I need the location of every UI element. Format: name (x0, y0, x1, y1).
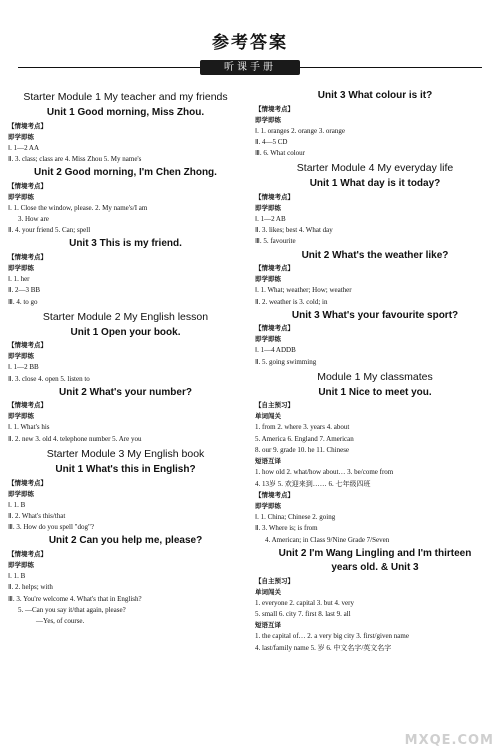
answer-line: 5. —Can you say it/that again, please? (18, 605, 126, 614)
subsection-label: 短语互译 (255, 621, 281, 630)
module-heading: Starter Module 3 My English book (46, 448, 205, 461)
module-heading: Module 1 My classmates (317, 370, 433, 383)
section-label: 【自主预习】 (255, 576, 294, 585)
subsection-label: 即学即练 (8, 412, 34, 421)
answer-line: Ⅱ. 5. going swimming (255, 357, 317, 366)
answer-line: Ⅲ. 6. What colour (255, 149, 305, 158)
unit-heading: Unit 1 Nice to meet you. (318, 386, 432, 398)
answer-line: Ⅰ. 1—2 AB (255, 214, 286, 223)
section-label: 【情境考点】 (8, 401, 47, 410)
answer-column-left (8, 88, 243, 627)
answer-line: 5. small 6. city 7. first 8. last 9. all (255, 610, 351, 619)
unit-heading: Unit 1 What day is it today? (309, 178, 441, 190)
answer-line: —Yes, of course. (36, 617, 85, 626)
section-label: 【情境考点】 (8, 181, 47, 190)
section-label: 【情境考点】 (8, 549, 47, 558)
subsection-label: 即学即练 (255, 335, 281, 344)
answer-line: Ⅰ. 1. China; Chinese 2. going (255, 512, 336, 521)
unit-heading: Unit 2 Good morning, I'm Chen Zhong. (34, 167, 217, 179)
page-title: 参考答案 (212, 33, 288, 53)
unit-heading: Unit 2 I'm Wang Lingling and I'm thirteen (278, 547, 472, 559)
subsection-label: 即学即练 (8, 489, 34, 498)
subsection-label: 即学即练 (8, 192, 34, 201)
subsection-label: 单词闯关 (255, 587, 281, 596)
answer-line: Ⅰ. 1. B (8, 500, 26, 509)
subsection-label: 短语互译 (255, 457, 281, 466)
unit-heading: Unit 1 Good morning, Miss Zhou. (46, 107, 205, 118)
answer-line: Ⅰ. 1—2 AA (8, 143, 40, 152)
answer-line: Ⅲ. 4. to go (8, 297, 38, 306)
answer-line: 1. the capital of… 2. a very big city 3. first/given name (255, 632, 409, 641)
answer-line: 5. America 6. England 7. American (255, 434, 354, 443)
answer-line: Ⅰ. 1. oranges 2. orange 3. orange (255, 126, 345, 135)
answer-line: Ⅲ. 3. You're welcome 4. What's that in English? (8, 594, 142, 603)
answer-column-right (255, 88, 495, 654)
answer-line: 1. from 2. where 3. years 4. about (255, 423, 350, 432)
section-label: 【情境考点】 (8, 341, 47, 350)
subsection-label: 即学即练 (8, 560, 34, 569)
unit-heading: years old. & Unit 3 (331, 562, 419, 574)
answer-line: Ⅰ. 1—2 BB (8, 363, 39, 372)
unit-heading: Unit 3 This is my friend. (69, 238, 182, 250)
module-heading: Starter Module 1 My teacher and my friends (23, 91, 228, 103)
watermark: MXQE.COM (404, 733, 494, 748)
subsection-label: 即学即练 (255, 115, 281, 124)
answer-line: 4. American; in Class 9/Nine Grade 7/Seven (265, 535, 390, 544)
answer-line: Ⅰ. 1. What's his (8, 423, 50, 432)
subsection-label: 即学即练 (255, 501, 281, 510)
answer-line: Ⅱ. 3. class; class are 4. Miss Zhou 5. My name's (8, 154, 142, 163)
unit-heading: Unit 3 What colour is it? (317, 90, 433, 101)
answer-line: Ⅱ. 3. Where is; is from (255, 524, 318, 533)
answer-line: 1. how old 2. what/how about… 3. be/come from (255, 468, 394, 477)
section-label: 【情境考点】 (255, 104, 294, 113)
section-label: 【情境考点】 (8, 121, 47, 130)
section-label: 【情境考点】 (255, 264, 294, 273)
answer-line: 4. 13岁 5. 欢迎来到…… 6. 七年级四班 (255, 479, 371, 488)
section-banner: 听课手册 (200, 60, 300, 75)
unit-heading: Unit 1 Open your book. (70, 326, 181, 338)
answer-line: Ⅲ. 5. favourite (255, 237, 296, 246)
subsection-label: 单词闯关 (255, 412, 281, 421)
subsection-label: 即学即练 (8, 132, 34, 141)
answer-line: Ⅱ. 4—5 CD (255, 137, 288, 146)
answer-line: Ⅰ. 1. her (8, 274, 30, 283)
answer-line: Ⅰ. 1. Close the window, please. 2. My name's/I am (8, 203, 148, 212)
unit-heading: Unit 2 What's the weather like? (301, 249, 449, 261)
section-label: 【情境考点】 (255, 490, 294, 499)
subsection-label: 即学即练 (255, 203, 281, 212)
section-label: 【情境考点】 (255, 192, 294, 201)
section-label: 【情境考点】 (8, 252, 47, 261)
unit-heading: Unit 2 What's your number? (59, 386, 192, 398)
answer-line: Ⅰ. 1. B (8, 571, 26, 580)
answer-line: Ⅲ. 3. How do you spell "dog"? (8, 523, 94, 532)
section-label: 【情境考点】 (8, 478, 47, 487)
answer-line: Ⅱ. 2. new 3. old 4. telephone number 5. Are you (8, 434, 142, 443)
answer-line: Ⅰ. 1. What; weather; How; weather (255, 286, 352, 295)
answer-line: 8. our 9. grade 10. he 11. Chinese (255, 446, 350, 455)
section-label: 【自主预习】 (255, 401, 294, 410)
answer-line: Ⅱ. 3. close 4. open 5. listen to (8, 374, 90, 383)
subsection-label: 即学即练 (255, 275, 281, 284)
answer-line: Ⅱ. 3. likes; best 4. What day (255, 226, 333, 235)
unit-heading: Unit 2 Can you help me, please? (48, 535, 203, 547)
section-label: 【情境考点】 (255, 324, 294, 333)
answer-line: Ⅰ. 1—4 ADDB (255, 346, 296, 355)
answer-line: Ⅱ. 2. weather is 3. cold; in (255, 297, 328, 306)
answer-line: Ⅱ. 2—3 BB (8, 286, 41, 295)
subsection-label: 即学即练 (8, 263, 34, 272)
answer-line: 1. everyone 2. capital 3. but 4. very (255, 598, 354, 607)
unit-heading: Unit 3 What's your favourite sport? (291, 309, 459, 321)
unit-heading: Unit 1 What's this in English? (55, 464, 196, 476)
module-heading: Starter Module 4 My everyday life (296, 162, 454, 175)
answer-line: 4. last/family name 5. 岁 6. 中文名字/英文名字 (255, 643, 392, 652)
answer-line: 3. How are (18, 214, 49, 223)
answer-line: Ⅱ. 2. helps; with (8, 583, 53, 592)
module-heading: Starter Module 2 My English lesson (42, 310, 209, 323)
answer-line: Ⅱ. 4. your friend 5. Can; spell (8, 226, 91, 235)
subsection-label: 即学即练 (8, 352, 34, 361)
answer-line: Ⅱ. 2. What's this/that (8, 511, 66, 520)
